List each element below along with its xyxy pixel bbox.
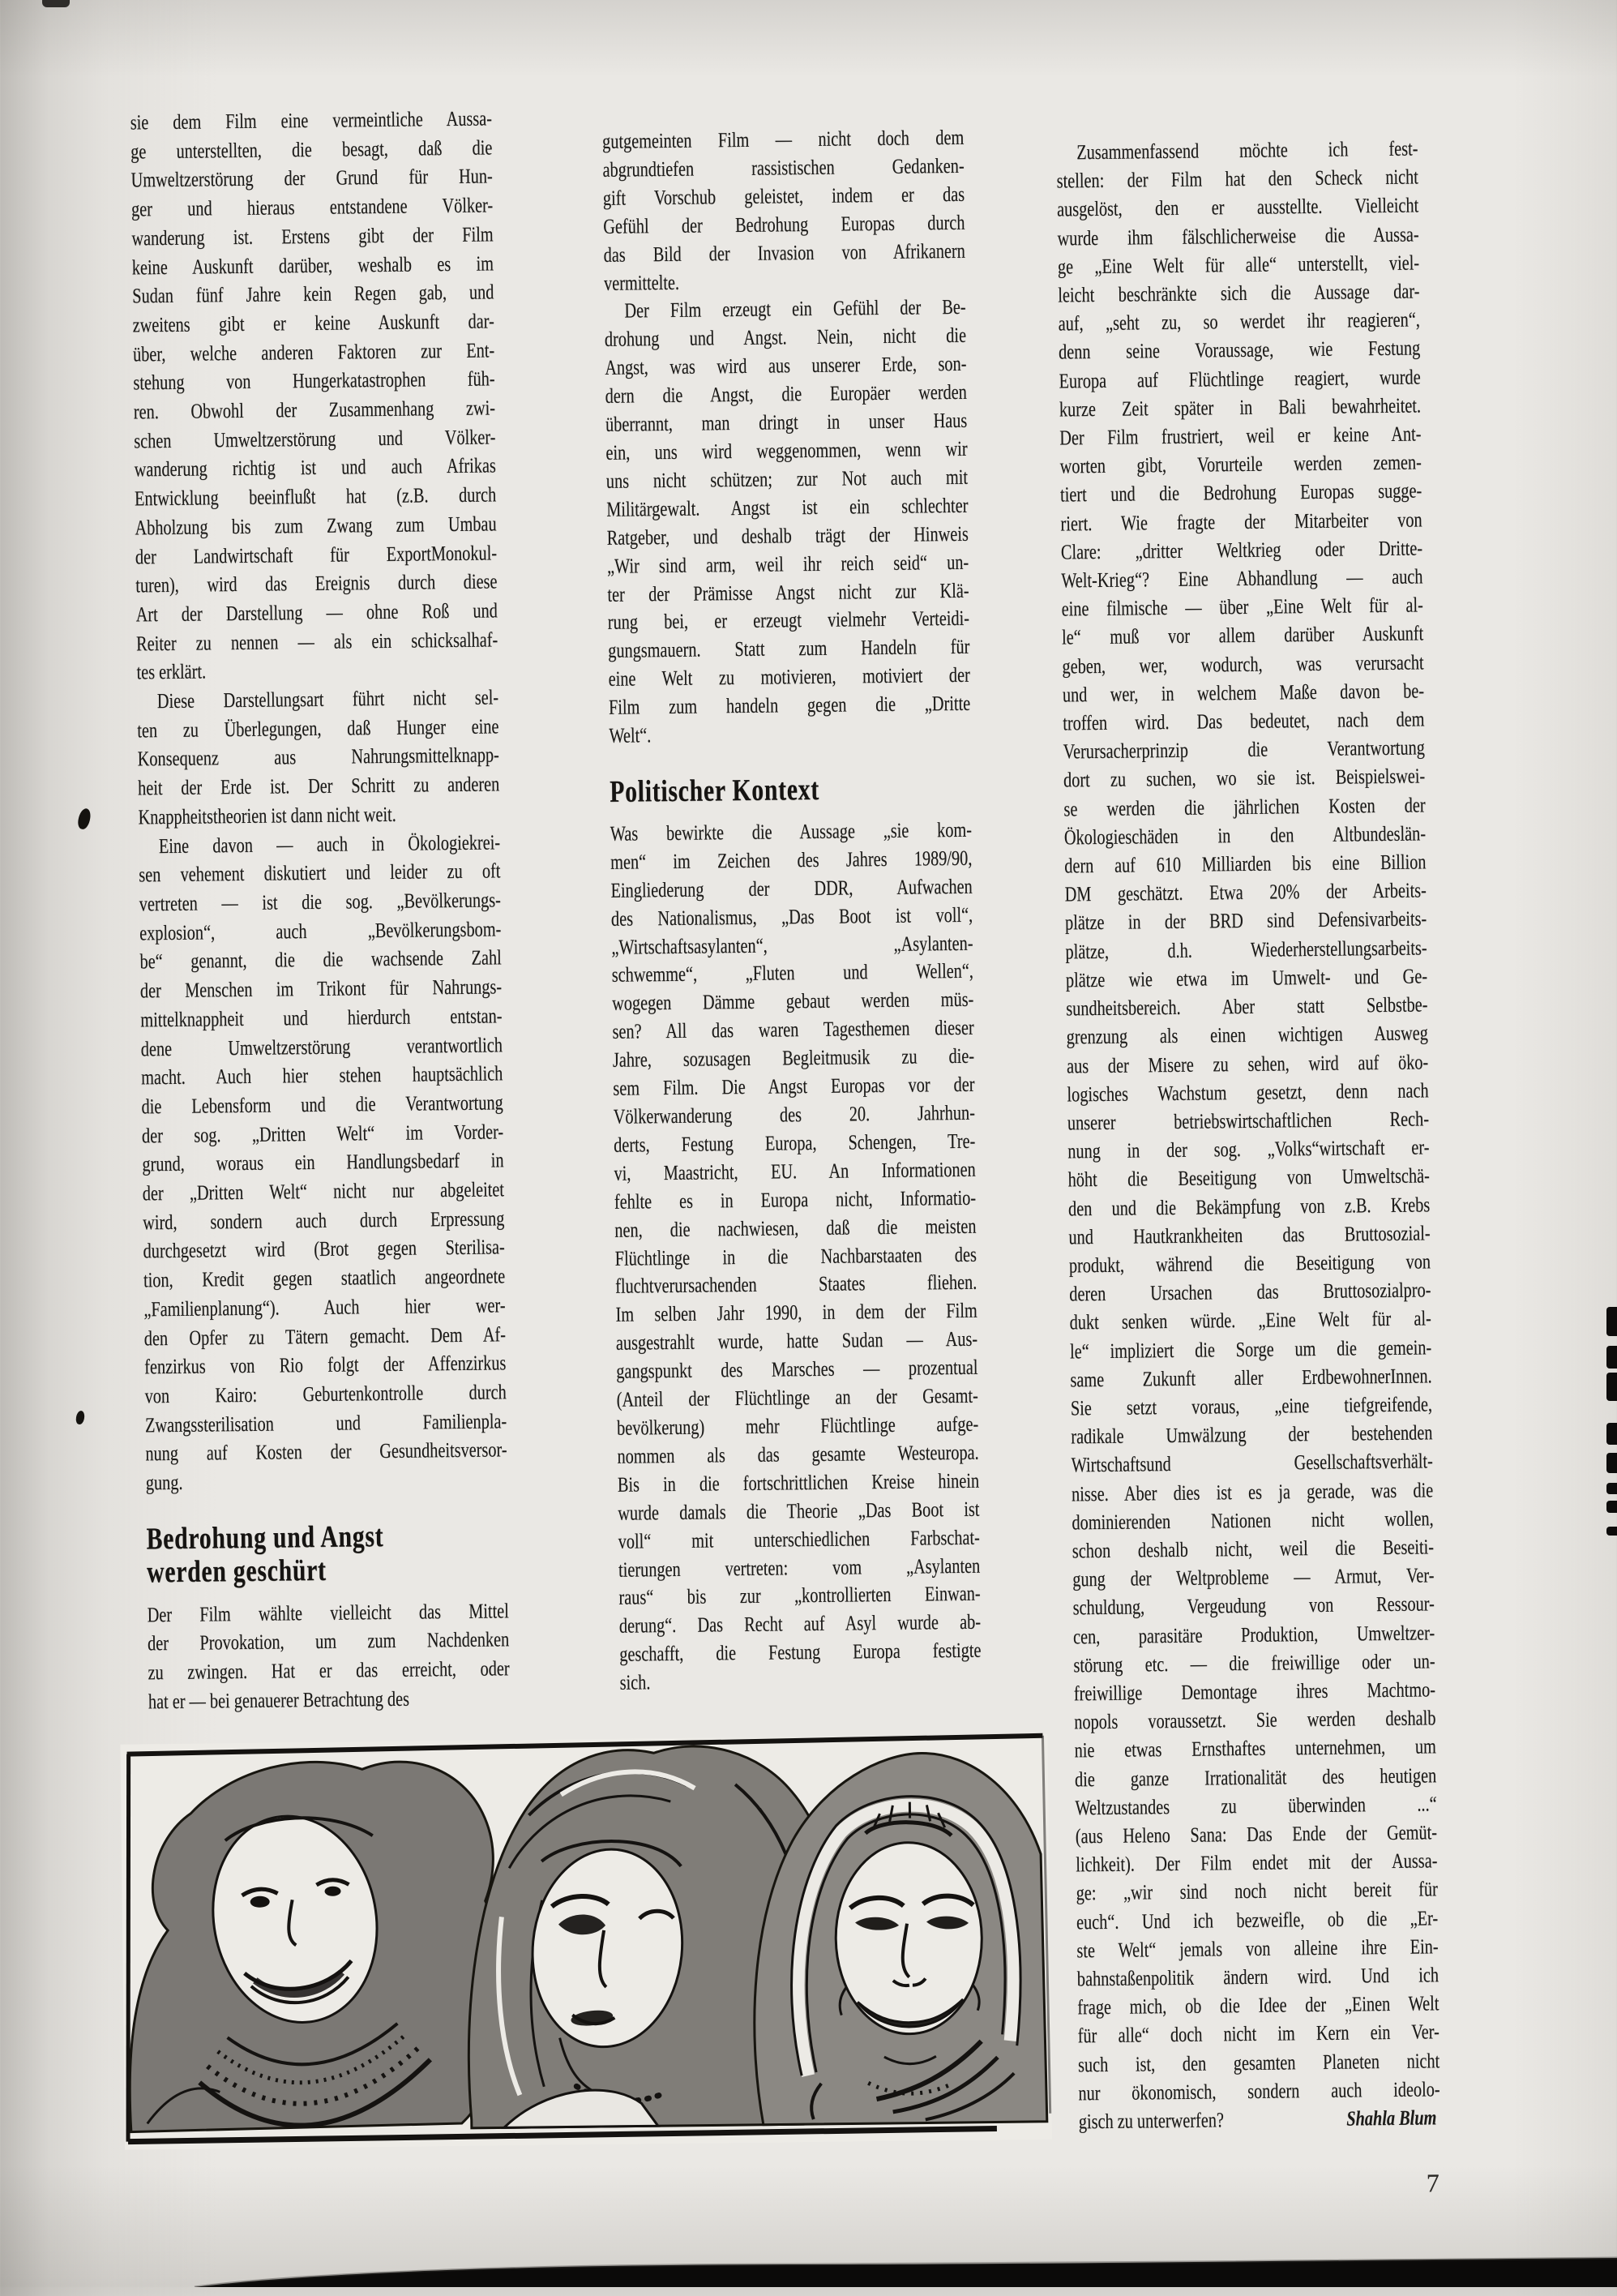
text-line: grund, woraus ein Handlungsbedarf in <box>142 1148 504 1176</box>
text-line: Eingliederung der DDR, Aufwachen <box>610 874 973 902</box>
text-line: fehlte es in Europa nicht, Informatio- <box>614 1185 977 1214</box>
text-line: ren. Obwohl der Zusammenhang zwi- <box>133 396 496 424</box>
text-line: Gefühl der Bedrohung Europas durch <box>603 210 965 238</box>
section-heading-line: Bedrohung und Angst <box>146 1519 384 1557</box>
text-line: sen vehement diskutiert und leider zu oft <box>139 859 501 887</box>
text-line: Clare: „dritter Weltkrieg oder Dritte- <box>1060 536 1423 564</box>
text-line: le“ impliziert die Sorge um die gemein- <box>1069 1334 1432 1363</box>
text-line: dukt senken würde. „Eine Welt für al- <box>1069 1306 1431 1334</box>
text-line: schon deshalb nicht, weil die Beseiti- <box>1072 1535 1435 1563</box>
text-line: der Landwirtschaft für ExportMonokul- <box>135 540 498 568</box>
text-line: ge unterstellten, die besagt, daß die <box>130 135 493 164</box>
text-line: be“ genannt, die die wachsende Zahl <box>139 945 502 974</box>
text-line: geben, wer, wodurch, was verursacht <box>1062 650 1424 679</box>
text-line: ge „Eine Welt für alle“ unterstellt, viel- <box>1057 251 1420 279</box>
text-line: Zusammenfassend möchte ich fest- <box>1076 136 1418 165</box>
text-line: Knappheitstheorien ist dann nicht weit. <box>138 802 396 829</box>
text-line: gungsmauern. Statt zum Handeln für <box>608 635 970 663</box>
text-line: geschafft, die Festung Europa festigte <box>619 1638 982 1666</box>
text-line: se werden die jährlichen Kosten der <box>1063 793 1426 821</box>
text-line: nommen als das gesamte Westeuropa. <box>617 1440 979 1468</box>
text-line: sundheitsbereich. Aber statt Selbstbe- <box>1066 992 1428 1021</box>
text-line: nisse. Aber dies ist es ja gerade, was die <box>1071 1477 1434 1506</box>
text-line: bahnstaßenpolitik ändern wird. Und ich <box>1076 1963 1439 1991</box>
text-line: gung. <box>145 1470 183 1495</box>
scan-artifact-corner-mark <box>42 0 70 7</box>
text-line: wurde ihm fälschlicherweise die Aussa- <box>1057 222 1419 251</box>
text-line: Flüchtlinge in die Nachbarstaaten des <box>614 1242 977 1270</box>
text-line: zu zwingen. Hat er das erreicht, oder <box>148 1656 510 1685</box>
text-line: nie etwas Ernsthaftes unternehmen, um <box>1074 1734 1436 1763</box>
text-line: tes erklärt. <box>136 659 207 684</box>
text-line: ge: „wir sind noch nicht bereit für <box>1076 1877 1438 1905</box>
text-line: tion, Kredit gegen staatlich angeordnete <box>143 1264 506 1292</box>
text-line: gangspunkt des Marsches — prozentual <box>616 1355 978 1383</box>
text-line: schwemme“, „Fluten und Wellen“, <box>611 959 974 987</box>
article-column-1 <box>130 104 511 1716</box>
text-line: ausgelöst, den er ausstellte. Vielleicht <box>1056 193 1419 221</box>
text-line: Diese Darstellungsart führt nicht sel- <box>156 685 499 713</box>
text-line: produkt, während die Beseitigung von <box>1068 1249 1431 1278</box>
text-line: dern die Angst, die Europäer werden <box>605 379 967 408</box>
text-line: macht. Auch hier stehen hauptsächlich <box>140 1061 503 1090</box>
text-line: Wirtschaftsund Gesellschaftsverhält- <box>1071 1449 1433 1477</box>
text-line: fenzirkus von Rio folgt der Affenzirkus <box>144 1351 507 1379</box>
text-line: Der Film erzeugt ein Gefühl der Be- <box>624 295 966 323</box>
scan-artifact-edge-bar <box>1606 1501 1617 1513</box>
text-line: „Wirtschaftsasylanten“, „Asylanten- <box>611 931 973 959</box>
text-line: raus“ bis zur „kontrollierten Einwan- <box>618 1582 981 1610</box>
text-line: nur ökonomisch, sondern auch ideolo- <box>1078 2077 1440 2105</box>
text-line: der sog. „Dritten Welt“ im Vorder- <box>141 1119 504 1147</box>
text-line: cen, parasitäre Produktion, Umweltzer- <box>1072 1620 1435 1648</box>
text-line: gung der Weltprobleme — Armut, Ver- <box>1072 1563 1435 1591</box>
scan-artifact-edge-bar <box>1606 1346 1617 1369</box>
text-line: ger und hieraus entstandene Völker- <box>130 193 494 221</box>
text-line: dort zu suchen, wo sie ist. Beispielswei- <box>1063 764 1426 792</box>
text-line: gift Vorschub geleistet, indem er das <box>602 182 965 210</box>
text-line: Jahre, sozusagen Begleitmusik zu die- <box>612 1043 975 1072</box>
text-line: zweitens gibt er keine Auskunft dar- <box>132 309 494 337</box>
text-line: bevölkerung) mehr Flüchtlinge aufge- <box>616 1411 979 1440</box>
text-line: gutgemeinten Film — nicht doch dem <box>601 125 965 153</box>
text-line: frage mich, ob die Idee der „Einen Welt <box>1077 1991 1439 2020</box>
text-line: radikale Umwälzung der bestehenden <box>1071 1420 1433 1449</box>
text-line: (Anteil der Flüchtlinge an der Gesamt- <box>616 1383 978 1411</box>
text-line: plätze, d.h. Wiederherstellungsarbeits- <box>1065 936 1427 964</box>
text-line: mittelknappheit und hierdurch entstan- <box>140 1004 503 1032</box>
text-line: für alle“ doch nicht im Kern ein Ver- <box>1077 2020 1439 2048</box>
text-line: hat er — bei genauerer Betrachtung des <box>148 1686 410 1714</box>
text-line: überrannt, man dringt in unser Haus <box>605 408 968 436</box>
text-line: derts, Festung Europa, Schengen, Tre- <box>613 1129 976 1157</box>
text-line: derung“. Das Recht auf Asyl wurde ab- <box>618 1609 982 1638</box>
text-line: rung bei, er erzeugt vielmehr Verteidi- <box>607 606 970 635</box>
text-line: „Familienplanung“). Auch hier wer- <box>143 1293 506 1321</box>
text-line: sich. <box>619 1670 651 1694</box>
text-line: Militärgewalt. Angst ist ein schlechter <box>606 493 969 521</box>
text-line: nung in der sog. „Volks“wirtschaft er- <box>1067 1135 1430 1163</box>
text-line: den Opfer zu Tätern gemacht. Dem Af- <box>143 1321 507 1350</box>
text-line: wanderung richtig ist und auch Afrikas <box>134 453 496 482</box>
text-line: uns nicht schützen; zur Not auch mit <box>605 465 969 493</box>
text-line: die Lebensform und die Verantwortung <box>141 1090 503 1119</box>
text-line: nung auf Kosten der Gesundheitsversor- <box>145 1437 507 1466</box>
text-line: stehung von Hungerkatastrophen füh- <box>133 366 495 395</box>
text-line: Europa auf Flüchtlinge reagiert, wurde <box>1059 365 1421 393</box>
section-heading-line: werden geschürt <box>146 1553 327 1590</box>
scan-artifact-edge-bar <box>1606 1307 1617 1336</box>
three-women-woodcut-print <box>118 1733 1054 2155</box>
text-line: leicht beschränkte sich die Aussage dar- <box>1058 279 1420 307</box>
text-line: Angst, was wird aus unserer Erde, son- <box>605 352 967 380</box>
text-line: den und die Bekämpfung von z.B. Krebs <box>1067 1192 1431 1220</box>
scan-artifact-bottom-band <box>0 2250 1617 2287</box>
text-line: auf, „seht zu, so werdet ihr reagieren“, <box>1058 307 1420 336</box>
text-line: Im selben Jahr 1990, in dem der Film <box>615 1299 977 1327</box>
text-line: vi, Maastricht, EU. An Informationen <box>614 1157 976 1185</box>
text-line: schuldung, Vergeudung von Ressour- <box>1072 1591 1435 1620</box>
text-line: sen? All das waren Tagesthemen dieser <box>612 1015 974 1044</box>
text-line: Zwangssterilisation und Familienpla- <box>144 1408 507 1437</box>
text-line: stellen: der Film hat den Scheck nicht <box>1056 165 1418 193</box>
scan-artifact-edge-bar <box>1606 1527 1617 1536</box>
text-line: ausgestrahlt wurde, hatte Sudan — Aus- <box>615 1326 978 1355</box>
scan-artifact-edge-bar <box>1606 1373 1617 1401</box>
text-line: wogegen Dämme gebaut werden müs- <box>611 987 974 1016</box>
text-line: same Zukunft aller ErdbewohnerInnen. <box>1070 1364 1432 1392</box>
text-line: Bis in die fortschrittlichen Kreise hinein <box>617 1468 980 1497</box>
section-heading <box>146 1519 508 1589</box>
text-line: Der Film frustriert, weil er keine Ant- <box>1059 422 1422 450</box>
text-line: eine Welt zu motivieren, motiviert der <box>608 662 970 692</box>
text-line: Entwicklung beeinflußt hat (z.B. durch <box>134 482 497 511</box>
text-line: schen Umweltzerstörung und Völker- <box>134 425 496 453</box>
text-line: und wer, in welchem Maße davon be- <box>1062 679 1425 707</box>
text-line: unserer betriebswirtschaftlichen Rech- <box>1067 1107 1430 1135</box>
scan-artifact-edge-bar <box>1606 1423 1617 1445</box>
text-line: ste Welt“ jemals von alleine ihre Ein- <box>1076 1934 1439 1963</box>
text-line: Eine davon — auch in Ökologiekrei- <box>158 829 501 858</box>
text-line: von Kairo: Geburtenkontrolle durch <box>144 1380 507 1408</box>
text-line: abgrundtiefen rassistischen Gedanken- <box>602 153 965 182</box>
text-line: Sie setzt voraus, „eine tiefgreifende, <box>1070 1392 1433 1420</box>
text-line: Umweltzerstörung der Grund für Hun- <box>130 164 493 192</box>
text-line: wird, sondern auch durch Erpressung <box>143 1206 505 1235</box>
text-line: Reiter zu nennen — als ein schicksalhaf- <box>135 627 498 656</box>
text-line: (aus Heleno Sana: Das Ende der Gemüt- <box>1075 1820 1438 1848</box>
text-line: plätze wie etwa im Umwelt- und Ge- <box>1065 964 1428 992</box>
text-line: sie dem Film eine vermeintliche Aussa- <box>130 106 493 135</box>
text-line: Weltzustandes zu überwinden ...“ <box>1075 1792 1437 1820</box>
text-line: voll“ mit unterschiedlichen Farbschat- <box>618 1525 980 1553</box>
text-line: des Nationalismus, „Das Boot ist voll“, <box>610 902 973 931</box>
text-line: durchgesetzt wird (Brot gegen Sterilisa- <box>143 1235 505 1263</box>
text-line: der Provokation, um zum Nachdenken <box>147 1627 510 1656</box>
text-line: explosion“, auch „Bevölkerungsbom- <box>139 917 502 945</box>
text-line: sem Film. Die Angst Europas vor der <box>613 1072 975 1100</box>
text-line: such ist, den gesamten Planeten nicht <box>1077 2048 1440 2076</box>
text-line: der „Dritten Welt“ nicht nur abgeleitet <box>142 1177 505 1206</box>
text-line: vertreten — ist die sog. „Bevölkerungs- <box>139 888 502 916</box>
text-line: keine Auskunft darüber, weshalb es im <box>131 251 494 279</box>
text-line: ten zu Überlegungen, daß Hunger eine <box>137 714 499 743</box>
text-line: dern auf 610 Milliarden bis eine Billion <box>1064 850 1427 878</box>
text-line: wurde damals die Theorie „Das Boot ist <box>618 1497 980 1525</box>
woodcut-illustration-icon <box>118 1733 1054 2155</box>
text-line: euch“. Und ich bezweifle, ob die „Er- <box>1076 1905 1439 1934</box>
page-number: 7 <box>1426 2168 1439 2198</box>
text-line: Abholzung bis zum Zwang zum Umbau <box>135 512 497 540</box>
text-line: störung etc. — die freiwillige oder un- <box>1073 1649 1435 1677</box>
text-line: dominierenden Nationen nicht wollen, <box>1072 1506 1434 1535</box>
text-line: kurze Zeit später in Bali bewahrheitet. <box>1059 393 1422 422</box>
text-line: lichkeit). Der Film endet mit der Aussa- <box>1076 1848 1438 1877</box>
text-line: le“ muß vor allem darüber Auskunft <box>1061 621 1424 649</box>
text-line: worten gibt, Vorurteile werden zemen- <box>1059 450 1422 478</box>
text-line <box>1079 2103 1441 2135</box>
text-line: drohung und Angst. Nein, nicht die <box>604 323 967 352</box>
text-line: plätze in der BRD sind Defensivarbeits- <box>1064 906 1427 935</box>
text-line: wanderung ist. Erstens gibt der Film <box>131 222 494 251</box>
text-line: ter der Prämisse Angst nicht zur Klä- <box>607 578 969 606</box>
text-line: ein, uns wird weggenommen, wenn wir <box>605 436 968 465</box>
text-line: vermittelte. <box>603 270 680 295</box>
text-line: denn seine Voraussage, wie Festung <box>1058 336 1421 364</box>
text-line: Der Film wählte vielleicht das Mittel <box>147 1599 509 1627</box>
text-line: die ganze Irrationalität des heutigen <box>1074 1763 1437 1791</box>
text-line: Sudan fünf Jahre kein Regen gab, und <box>132 280 494 308</box>
text-line: höht die Beseitigung von Umweltschä- <box>1067 1163 1430 1192</box>
text-line: Verursacherprinzip die Verantwortung <box>1063 735 1425 764</box>
text-line-fragment: gisch zu unterwerfen? <box>1078 2108 1225 2134</box>
text-line: grenzung als einen wichtigen Ausweg <box>1066 1021 1428 1049</box>
text-line: troffen wird. Das bedeutet, nach dem <box>1063 707 1425 735</box>
text-line: logisches Wachstum gesetzt, denn nach <box>1067 1078 1429 1107</box>
text-line: Welt“. <box>609 723 652 747</box>
text-line: men“ im Zeichen des Jahres 1989/90, <box>610 846 973 874</box>
text-line: Ökologieschäden in den Altbundeslän- <box>1063 821 1427 850</box>
text-line: Was bewirkte die Aussage „sie kom- <box>610 817 973 846</box>
article-column-3 <box>1056 134 1440 2135</box>
text-line: tiert und die Bedrohung Europas sugge- <box>1059 478 1422 507</box>
text-line: aus der Misere zu sehen, wird auf öko- <box>1066 1049 1429 1077</box>
text-line: freiwillige Demontage ihres Machtmo- <box>1073 1677 1436 1706</box>
text-line: das Bild der Invasion von Afrikanern <box>603 238 965 267</box>
text-line: und Hautkrankheiten das Bruttosozial- <box>1068 1221 1431 1249</box>
text-line: tierungen vertreten: vom „Asylanten <box>618 1553 981 1582</box>
author-signature: Shahla Blum <box>1346 2105 1437 2131</box>
section-heading <box>610 772 972 809</box>
text-line: Welt-Krieg“? Eine Abhandlung — auch <box>1061 564 1423 593</box>
text-line: deren Ursachen das Bruttosozialpro- <box>1069 1278 1431 1306</box>
section-heading-line: Politischer Kontext <box>609 772 820 809</box>
text-line: eine filmische — über „Eine Welt für al- <box>1061 593 1423 621</box>
text-line: „Wir sind arm, weil ihr reich seid“ un- <box>606 550 969 578</box>
text-line: der Menschen im Trikont für Nahrungs- <box>139 975 503 1003</box>
text-line: Völkerwanderung des 20. Jahrhun- <box>613 1100 976 1129</box>
text-line: nen, die nachwiesen, daß die meisten <box>614 1214 977 1242</box>
scan-artifact-edge-bar <box>1606 1453 1617 1473</box>
text-line: turen), wird das Ereignis durch diese <box>135 569 498 598</box>
text-line: über, welche anderen Faktoren zur Ent- <box>132 337 495 366</box>
text-line: dene Umweltzerstörung verantwortlich <box>140 1032 503 1060</box>
article-column-2 <box>602 124 982 1698</box>
text-line: Art der Darstellung — ohne Roß und <box>135 598 498 627</box>
text-line: Ratgeber, und deshalb trägt der Hinweis <box>606 521 969 550</box>
text-line: nopols voraussetzt. Sie werden deshalb <box>1074 1706 1436 1734</box>
text-line: heit der Erde ist. Der Schritt zu anderen <box>137 772 500 800</box>
text-line: riert. Wie fragte der Mitarbeiter von <box>1060 508 1422 536</box>
scan-artifact-edge-bar <box>1606 1483 1617 1494</box>
text-line: DM geschätzt. Etwa 20% der Arbeits- <box>1064 878 1427 906</box>
text-line: Konsequenz aus Nahrungsmittelknapp- <box>137 743 499 771</box>
text-line: Film zum handeln gegen die „Dritte <box>608 691 971 719</box>
text-line: fluchtverursachenden Staates fliehen. <box>614 1270 977 1299</box>
